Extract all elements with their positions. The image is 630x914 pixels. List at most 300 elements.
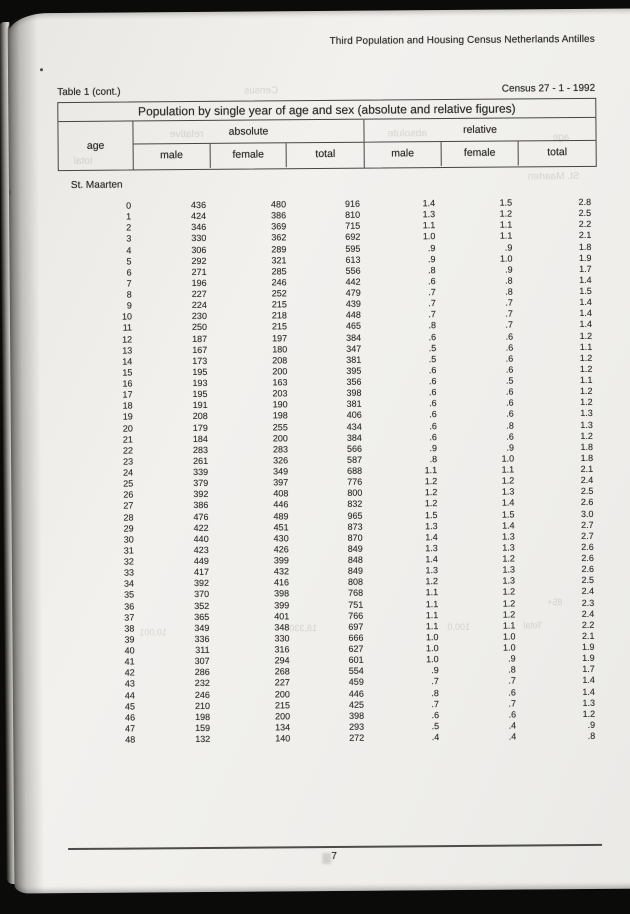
cell-age: 12 bbox=[122, 334, 133, 345]
cell-age: 8 bbox=[126, 289, 132, 300]
cell-male-relative: .7 bbox=[428, 287, 436, 298]
cell-total-relative: 2.4 bbox=[581, 586, 595, 597]
cell-female-absolute: 197 bbox=[272, 332, 288, 343]
cell-female-absolute: 397 bbox=[273, 477, 289, 488]
cell-male-absolute: 392 bbox=[193, 578, 210, 589]
cell-male-absolute: 346 bbox=[191, 222, 207, 233]
cell-total-relative: 2.8 bbox=[578, 196, 592, 208]
column-header-total-relative: total bbox=[547, 146, 568, 159]
cell-total-relative: 1.3 bbox=[582, 697, 596, 708]
cell-male-absolute: 476 bbox=[193, 511, 209, 522]
cell-male-relative: 1.1 bbox=[425, 587, 439, 598]
cell-male-relative: .7 bbox=[428, 309, 436, 320]
cell-total-absolute: 766 bbox=[348, 610, 364, 621]
cell-male-relative: .7 bbox=[431, 676, 439, 687]
column-header-female-relative: female bbox=[442, 141, 519, 166]
cell-female-relative: .8 bbox=[505, 286, 513, 297]
cell-age: 42 bbox=[124, 667, 135, 678]
cell-age: 1 bbox=[126, 211, 132, 222]
cell-male-absolute: 167 bbox=[192, 344, 208, 355]
cell-female-relative: 1.5 bbox=[499, 197, 513, 208]
cell-female-absolute: 255 bbox=[272, 421, 288, 432]
cell-female-relative: 1.1 bbox=[501, 464, 515, 475]
cell-male-absolute: 191 bbox=[192, 400, 208, 411]
cell-male-absolute: 227 bbox=[191, 288, 207, 300]
cell-total-relative: 2.2 bbox=[581, 619, 595, 630]
cell-male-relative: .8 bbox=[428, 320, 437, 331]
cell-total-absolute: 870 bbox=[347, 532, 363, 543]
cell-female-absolute: 134 bbox=[275, 722, 291, 733]
cell-female-relative: .8 bbox=[506, 420, 514, 431]
cell-male-relative: 1.3 bbox=[425, 565, 438, 576]
cell-male-absolute: 159 bbox=[195, 722, 211, 733]
cell-total-absolute: 406 bbox=[346, 410, 362, 421]
cell-male-relative: .8 bbox=[429, 454, 438, 465]
cell-female-absolute: 348 bbox=[274, 622, 290, 633]
cell-male-relative: .8 bbox=[431, 687, 439, 698]
cell-total-absolute: 800 bbox=[347, 487, 363, 499]
cell-total-relative: 1.4 bbox=[582, 686, 595, 697]
cell-male-relative: 1.4 bbox=[422, 198, 436, 209]
cell-age: 29 bbox=[123, 523, 134, 534]
cell-male-relative: .6 bbox=[428, 376, 437, 387]
cell-age: 47 bbox=[125, 723, 136, 734]
cell-female-absolute: 198 bbox=[272, 410, 288, 421]
cell-female-relative: .6 bbox=[505, 386, 514, 397]
cell-female-relative: .9 bbox=[506, 442, 515, 453]
cell-age: 22 bbox=[122, 445, 134, 456]
cell-total-relative: 1.1 bbox=[579, 341, 593, 352]
column-group-relative bbox=[364, 118, 595, 168]
cell-female-absolute: 215 bbox=[271, 321, 288, 332]
cell-male-absolute: 330 bbox=[191, 233, 207, 244]
cell-male-absolute: 132 bbox=[195, 733, 211, 745]
cell-male-absolute: 246 bbox=[194, 689, 210, 700]
cell-male-relative: .6 bbox=[428, 276, 436, 287]
cell-age: 11 bbox=[122, 322, 133, 333]
cell-male-absolute: 193 bbox=[192, 377, 208, 389]
cell-age: 0 bbox=[126, 200, 132, 211]
cell-total-relative: .9 bbox=[587, 719, 596, 730]
cell-male-absolute: 417 bbox=[193, 567, 209, 578]
cell-male-relative: 1.4 bbox=[425, 531, 438, 542]
cell-total-relative: 1.4 bbox=[579, 297, 592, 308]
cell-total-relative: 1.3 bbox=[580, 408, 593, 419]
cell-age: 41 bbox=[124, 656, 135, 667]
cell-total-relative: .8 bbox=[587, 730, 596, 741]
cell-age: 32 bbox=[123, 556, 134, 567]
cell-male-relative: 1.0 bbox=[425, 643, 439, 654]
cell-age: 46 bbox=[125, 712, 136, 723]
cell-male-relative: 1.1 bbox=[425, 620, 439, 631]
cell-female-absolute: 321 bbox=[271, 254, 287, 266]
cell-total-relative: 1.4 bbox=[579, 319, 593, 330]
cell-female-absolute: 294 bbox=[274, 655, 290, 666]
footer-rule bbox=[68, 844, 602, 850]
cell-male-absolute: 306 bbox=[191, 244, 207, 255]
cell-total-relative: 2.1 bbox=[580, 463, 594, 475]
cell-age: 26 bbox=[123, 489, 134, 500]
column-header-female-absolute: female bbox=[210, 143, 287, 168]
cell-male-absolute: 379 bbox=[193, 478, 209, 489]
cell-male-absolute: 311 bbox=[195, 644, 210, 656]
bleedthrough-text: Census bbox=[244, 85, 279, 97]
cell-age: 35 bbox=[124, 589, 135, 600]
cell-male-absolute: 261 bbox=[193, 455, 209, 466]
cell-female-absolute: 268 bbox=[274, 666, 290, 677]
cell-male-absolute: 210 bbox=[194, 700, 211, 711]
cell-male-absolute: 196 bbox=[191, 277, 207, 288]
bleedthrough-text: St. Maarten bbox=[527, 171, 580, 183]
cell-male-absolute: 436 bbox=[190, 199, 207, 211]
cell-female-absolute: 218 bbox=[271, 310, 287, 321]
cell-male-relative: 1.0 bbox=[422, 231, 436, 242]
cell-male-absolute: 232 bbox=[194, 678, 210, 689]
cell-total-absolute: 398 bbox=[346, 387, 362, 398]
cell-age: 10 bbox=[121, 311, 132, 322]
cell-male-relative: .6 bbox=[429, 409, 437, 420]
cell-female-relative: 1.0 bbox=[501, 453, 515, 464]
cell-male-absolute: 339 bbox=[193, 466, 209, 478]
cell-male-relative: 1.0 bbox=[426, 654, 439, 665]
cell-total-absolute: 448 bbox=[345, 309, 361, 321]
cell-total-relative: 2.4 bbox=[580, 475, 594, 486]
cell-total-relative: 2.1 bbox=[578, 230, 592, 241]
cell-female-absolute: 330 bbox=[274, 633, 290, 644]
cell-male-relative: .9 bbox=[427, 253, 436, 264]
cell-age: 44 bbox=[124, 690, 135, 701]
cell-male-relative: 1.2 bbox=[425, 576, 439, 587]
cell-female-relative: 1.3 bbox=[502, 564, 515, 575]
cell-total-relative: 1.4 bbox=[579, 274, 592, 285]
cell-female-absolute: 252 bbox=[271, 288, 287, 299]
cell-female-absolute: 399 bbox=[274, 599, 290, 610]
cell-total-relative: 1.2 bbox=[580, 397, 593, 408]
cell-female-absolute: 289 bbox=[271, 243, 287, 254]
cell-female-absolute: 200 bbox=[272, 366, 288, 377]
cell-female-relative: 1.2 bbox=[502, 553, 515, 564]
cell-total-absolute: 587 bbox=[346, 454, 363, 465]
column-header-age: age bbox=[58, 122, 133, 171]
cell-male-relative: .7 bbox=[428, 298, 436, 309]
cell-female-relative: 1.2 bbox=[501, 475, 515, 486]
population-table bbox=[57, 98, 597, 171]
cell-total-absolute: 434 bbox=[346, 421, 362, 432]
cell-male-relative: 1.1 bbox=[425, 609, 439, 620]
cell-male-absolute: 173 bbox=[192, 355, 208, 366]
bleedthrough-text: 100.0 bbox=[447, 621, 470, 633]
cell-total-absolute: 613 bbox=[345, 254, 361, 265]
cell-total-relative: 2.1 bbox=[581, 630, 595, 641]
cell-female-absolute: 432 bbox=[273, 566, 289, 577]
cell-female-relative: .9 bbox=[508, 653, 516, 664]
cell-total-absolute: 446 bbox=[348, 688, 364, 699]
cell-female-absolute: 489 bbox=[273, 510, 289, 521]
cell-age: 36 bbox=[124, 601, 135, 612]
cell-total-absolute: 873 bbox=[347, 521, 363, 532]
cell-male-relative: .6 bbox=[428, 331, 437, 342]
cell-male-absolute: 250 bbox=[191, 322, 208, 333]
cell-female-absolute: 451 bbox=[273, 521, 289, 533]
cell-male-relative: .6 bbox=[429, 420, 437, 431]
cell-female-absolute: 215 bbox=[271, 299, 287, 310]
cell-female-relative: .5 bbox=[505, 375, 514, 386]
cell-female-relative: .7 bbox=[505, 308, 513, 319]
cell-female-absolute: 190 bbox=[272, 399, 288, 410]
cell-total-relative: 2.5 bbox=[581, 575, 595, 586]
cell-male-absolute: 352 bbox=[194, 600, 210, 611]
cell-male-absolute: 424 bbox=[191, 211, 207, 222]
cell-age: 39 bbox=[124, 634, 135, 645]
scanned-page bbox=[8, 8, 630, 893]
cell-female-absolute: 426 bbox=[273, 544, 289, 555]
cell-total-absolute: 849 bbox=[347, 543, 363, 554]
cell-total-relative: 1.2 bbox=[582, 708, 596, 719]
cell-female-relative: .7 bbox=[505, 319, 514, 330]
cell-total-absolute: 566 bbox=[346, 443, 363, 454]
cell-female-absolute: 285 bbox=[271, 266, 287, 277]
cell-female-absolute: 200 bbox=[275, 711, 291, 722]
cell-age: 14 bbox=[122, 356, 133, 367]
cell-age: 3 bbox=[126, 233, 132, 244]
cell-female-relative: .6 bbox=[505, 342, 514, 353]
cell-total-absolute: 916 bbox=[344, 198, 361, 209]
cell-male-relative: 1.1 bbox=[422, 220, 436, 231]
cell-age: 24 bbox=[123, 467, 134, 478]
cell-female-relative: 1.1 bbox=[502, 620, 516, 631]
cell-male-absolute: 440 bbox=[193, 533, 209, 544]
cell-female-absolute: 283 bbox=[272, 444, 289, 455]
cell-age: 16 bbox=[122, 378, 133, 389]
cell-female-absolute: 180 bbox=[272, 343, 288, 355]
cell-female-absolute: 446 bbox=[273, 499, 289, 510]
cell-total-absolute: 666 bbox=[348, 632, 364, 643]
cell-age: 31 bbox=[123, 545, 134, 556]
cell-female-relative: .7 bbox=[508, 698, 517, 709]
cell-total-relative: 2.6 bbox=[581, 552, 594, 563]
cell-total-absolute: 439 bbox=[345, 298, 361, 309]
cell-male-absolute: 423 bbox=[193, 544, 209, 555]
cell-female-relative: .6 bbox=[508, 709, 517, 720]
cell-female-absolute: 200 bbox=[272, 432, 288, 444]
cell-age: 2 bbox=[126, 222, 132, 233]
cell-female-absolute: 200 bbox=[274, 688, 290, 699]
cell-female-relative: .6 bbox=[506, 397, 514, 408]
cell-male-absolute: 292 bbox=[191, 255, 207, 266]
cell-male-relative: 1.3 bbox=[425, 520, 438, 531]
cell-total-absolute: 692 bbox=[345, 232, 361, 243]
cell-total-absolute: 384 bbox=[346, 332, 362, 343]
cell-female-relative: .7 bbox=[505, 297, 513, 308]
cell-female-relative: 1.2 bbox=[499, 208, 513, 219]
cell-female-relative: .7 bbox=[508, 675, 516, 686]
cell-female-relative: .6 bbox=[506, 408, 514, 419]
cell-total-absolute: 459 bbox=[348, 677, 364, 688]
group-header-relative: relative bbox=[364, 118, 595, 143]
cell-female-relative: 1.3 bbox=[502, 575, 516, 586]
cell-total-relative: 1.5 bbox=[579, 285, 592, 297]
cell-age: 33 bbox=[123, 567, 134, 578]
cell-total-relative: 2.5 bbox=[580, 486, 594, 497]
column-header-male-relative: male bbox=[365, 142, 442, 167]
cell-total-relative: 2.6 bbox=[581, 541, 594, 552]
cell-male-relative: .4 bbox=[431, 732, 440, 743]
cell-female-relative: 1.3 bbox=[502, 531, 515, 542]
cell-total-absolute: 398 bbox=[349, 710, 365, 721]
cell-male-relative: 1.2 bbox=[424, 476, 438, 487]
running-header: Third Population and Housing Census Netherlands Antilles bbox=[329, 33, 595, 47]
cell-age: 5 bbox=[126, 256, 132, 267]
cell-total-relative: 1.9 bbox=[578, 252, 592, 263]
cell-male-absolute: 386 bbox=[193, 500, 209, 511]
cell-age: 43 bbox=[124, 678, 135, 689]
cell-female-absolute: 398 bbox=[274, 588, 290, 599]
cell-male-relative: .6 bbox=[429, 431, 437, 442]
cell-female-relative: .6 bbox=[505, 353, 514, 364]
cell-total-absolute: 356 bbox=[346, 376, 362, 387]
cell-age: 45 bbox=[124, 701, 136, 712]
cell-total-absolute: 751 bbox=[348, 599, 364, 610]
cell-total-relative: 1.2 bbox=[579, 386, 593, 397]
column-header-male-absolute: male bbox=[134, 144, 211, 169]
cell-total-relative: 1.7 bbox=[579, 263, 592, 274]
cell-age: 37 bbox=[124, 612, 135, 623]
cell-male-absolute: 336 bbox=[194, 633, 210, 644]
cell-female-relative: .8 bbox=[508, 664, 516, 675]
cell-male-absolute: 349 bbox=[194, 622, 210, 633]
bleedthrough-text: absolute bbox=[387, 127, 428, 140]
bleedthrough-text: Total bbox=[523, 620, 543, 631]
cell-age: 27 bbox=[123, 500, 134, 511]
cell-female-relative: 1.0 bbox=[502, 642, 516, 653]
cell-total-relative: 1.4 bbox=[582, 675, 595, 686]
cell-total-relative: 2.6 bbox=[581, 564, 594, 575]
table-title: Population by single year of age and sex (absolute and relative figures) bbox=[58, 99, 595, 122]
cell-female-absolute: 316 bbox=[274, 644, 290, 655]
cell-age: 21 bbox=[122, 434, 133, 445]
cell-male-relative: 1.3 bbox=[422, 209, 436, 220]
cell-age: 4 bbox=[126, 245, 132, 256]
cell-age: 28 bbox=[123, 512, 134, 523]
cell-female-relative: 1.3 bbox=[501, 486, 515, 497]
cell-male-absolute: 230 bbox=[191, 311, 207, 322]
cell-female-absolute: 369 bbox=[271, 221, 287, 232]
cell-total-relative: 1.3 bbox=[580, 419, 593, 430]
cell-male-relative: .5 bbox=[428, 353, 437, 364]
cell-total-relative: 1.2 bbox=[579, 330, 593, 341]
cell-total-relative: 3.0 bbox=[580, 508, 594, 519]
cell-male-relative: 1.1 bbox=[424, 465, 438, 476]
cell-age: 34 bbox=[123, 578, 135, 589]
cell-total-relative: 2.4 bbox=[581, 608, 595, 619]
cell-female-relative: .6 bbox=[505, 331, 514, 342]
cell-total-absolute: 832 bbox=[347, 499, 363, 510]
cell-age: 40 bbox=[124, 645, 135, 656]
cell-male-relative: .6 bbox=[429, 398, 437, 409]
cell-total-absolute: 595 bbox=[345, 243, 361, 254]
cell-male-absolute: 195 bbox=[192, 366, 208, 377]
cell-total-relative: 2.3 bbox=[581, 597, 595, 608]
bleedthrough-text: 85+ bbox=[547, 597, 563, 608]
cell-total-relative: 2.5 bbox=[578, 208, 592, 219]
cell-female-absolute: 386 bbox=[271, 210, 287, 221]
cell-female-absolute: 416 bbox=[273, 577, 290, 588]
cell-male-relative: .7 bbox=[431, 698, 440, 709]
cell-total-absolute: 347 bbox=[346, 343, 362, 354]
cell-female-relative: 1.1 bbox=[499, 219, 513, 230]
cell-male-absolute: 198 bbox=[195, 711, 211, 722]
cell-female-absolute: 430 bbox=[273, 533, 289, 544]
cell-total-relative: 1.2 bbox=[580, 430, 593, 441]
cell-female-absolute: 203 bbox=[272, 388, 288, 399]
cell-female-absolute: 227 bbox=[274, 677, 290, 688]
cell-male-absolute: 208 bbox=[192, 411, 208, 422]
cell-female-relative: .6 bbox=[505, 364, 514, 375]
cell-female-relative: 1.4 bbox=[502, 520, 515, 531]
cell-male-absolute: 286 bbox=[194, 667, 210, 678]
cell-total-relative: 2.7 bbox=[581, 530, 594, 541]
group-header-absolute: absolute bbox=[133, 120, 363, 145]
cell-total-relative: 1.4 bbox=[579, 308, 592, 319]
cell-age: 7 bbox=[126, 278, 132, 289]
bleedthrough-text: total bbox=[73, 155, 93, 167]
cell-age: 30 bbox=[123, 534, 134, 545]
cell-total-absolute: 688 bbox=[347, 465, 363, 476]
cell-age: 6 bbox=[126, 267, 132, 278]
cell-male-relative: .6 bbox=[428, 387, 437, 398]
cell-total-absolute: 442 bbox=[345, 276, 361, 287]
column-header-total-absolute: total bbox=[315, 147, 336, 161]
table-number-label: Table 1 (cont.) bbox=[57, 86, 121, 99]
cell-female-absolute: 163 bbox=[272, 377, 288, 388]
cell-total-relative: 1.9 bbox=[582, 653, 595, 664]
cell-age: 18 bbox=[122, 400, 133, 411]
cell-male-relative: 1.0 bbox=[425, 631, 439, 643]
cell-total-absolute: 627 bbox=[348, 643, 364, 654]
table-body bbox=[58, 197, 601, 746]
cell-female-absolute: 401 bbox=[274, 610, 290, 622]
cell-male-relative: 1.2 bbox=[424, 487, 438, 498]
cell-male-absolute: 184 bbox=[192, 433, 208, 444]
cell-male-absolute: 195 bbox=[192, 389, 208, 400]
cell-female-absolute: 399 bbox=[273, 555, 289, 566]
cell-male-relative: .5 bbox=[428, 342, 437, 353]
cell-total-relative: 1.1 bbox=[579, 374, 593, 386]
cell-age: 19 bbox=[122, 411, 133, 422]
bleedthrough-text: 10,001 bbox=[139, 627, 167, 638]
cell-male-absolute: 392 bbox=[193, 489, 209, 500]
cell-total-absolute: 425 bbox=[348, 699, 365, 710]
cell-total-relative: 1.8 bbox=[578, 241, 592, 252]
cell-female-absolute: 480 bbox=[270, 199, 287, 210]
cell-female-relative: 1.2 bbox=[502, 609, 516, 620]
cell-age: 25 bbox=[123, 478, 134, 489]
cell-total-absolute: 381 bbox=[346, 354, 362, 365]
cell-female-relative: .9 bbox=[504, 242, 513, 253]
cell-age: 17 bbox=[122, 389, 133, 400]
bleedthrough-text: 18,330 bbox=[289, 623, 317, 634]
cell-female-relative: .6 bbox=[508, 687, 516, 698]
cell-male-relative: .9 bbox=[431, 665, 439, 676]
cell-total-absolute: 272 bbox=[349, 732, 365, 743]
cell-total-relative: 1.8 bbox=[580, 441, 594, 452]
cell-male-relative: 1.3 bbox=[425, 543, 438, 554]
cell-age: 9 bbox=[126, 300, 132, 311]
bleedthrough-text: relative bbox=[169, 127, 204, 141]
cell-male-absolute: 187 bbox=[192, 333, 208, 344]
cell-female-relative: 1.0 bbox=[499, 253, 513, 264]
cell-male-relative: 1.2 bbox=[424, 498, 438, 509]
